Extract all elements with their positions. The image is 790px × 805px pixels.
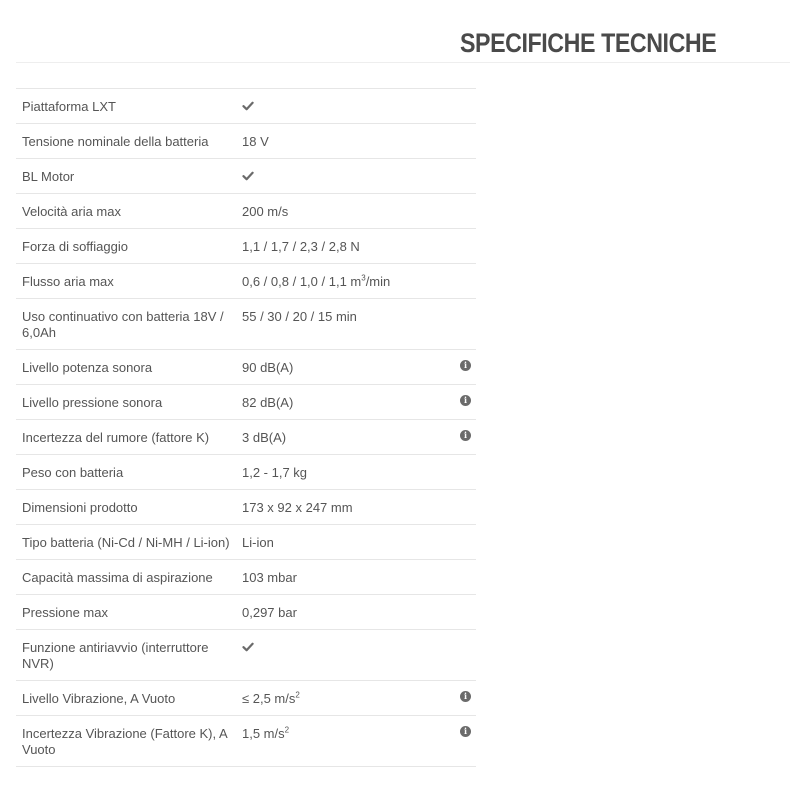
spec-label: Tensione nominale della batteria	[22, 134, 209, 149]
spec-value-text: 1,5 m/s	[242, 726, 285, 741]
spec-label: Livello pressione sonora	[22, 395, 163, 410]
spec-value	[236, 309, 476, 341]
spec-label: Peso con batteria	[22, 465, 124, 480]
spec-label: Incertezza Vibrazione (Fattore K), A Vuoto	[22, 726, 227, 757]
spec-row	[16, 89, 476, 124]
spec-label: Incertezza del rumore (fattore K)	[22, 430, 210, 445]
spec-value	[236, 691, 476, 707]
spec-label: Funzione antiriavvio (interruttore NVR)	[22, 640, 209, 671]
spec-label: Pressione max	[22, 605, 108, 620]
spec-value	[236, 640, 476, 672]
spec-row	[16, 455, 476, 490]
spec-row	[16, 159, 476, 194]
spec-label: Livello Vibrazione, A Vuoto	[22, 691, 176, 706]
spec-row	[16, 490, 476, 525]
info-icon[interactable]: i	[460, 395, 471, 406]
spec-value	[236, 204, 476, 220]
info-icon[interactable]: i	[460, 430, 471, 441]
spec-value-text: 0,6 / 0,8 / 1,0 / 1,1 m	[242, 274, 362, 289]
spec-label: Dimensioni prodotto	[22, 500, 138, 515]
spec-value-superscript: 2	[284, 725, 290, 735]
spec-row	[16, 630, 476, 681]
spec-value	[236, 465, 476, 481]
spec-label: Velocità aria max	[22, 204, 121, 219]
spec-row	[16, 264, 476, 299]
spec-label: Forza di soffiaggio	[22, 239, 128, 254]
spec-value-superscript: 2	[295, 690, 300, 700]
spec-row	[16, 681, 476, 716]
check-icon	[242, 100, 254, 112]
spec-value-text: 1,2 - 1,7 kg	[242, 465, 308, 480]
spec-row	[16, 525, 476, 560]
spec-row	[16, 595, 476, 630]
spec-value-text: 90 dB(A)	[242, 360, 294, 375]
spec-value-text: ≤ 2,5 m/s	[242, 691, 296, 706]
spec-row	[16, 420, 476, 455]
spec-value-text: 1,1 / 1,7 / 2,3 / 2,8 N	[242, 239, 360, 254]
spec-row	[16, 350, 476, 385]
spec-value	[236, 360, 476, 376]
spec-value-text: 18 V	[242, 134, 269, 149]
check-icon	[242, 641, 254, 653]
spec-value-text: 173 x 92 x 247 mm	[242, 500, 353, 515]
specs-table	[16, 88, 476, 767]
spec-value	[236, 134, 476, 150]
spec-row	[16, 124, 476, 159]
info-icon[interactable]: i	[460, 726, 471, 737]
spec-value	[236, 239, 476, 255]
spec-row	[16, 716, 476, 767]
spec-value	[236, 605, 476, 621]
info-icon[interactable]: i	[460, 360, 471, 371]
spec-label: Livello potenza sonora	[22, 360, 153, 375]
spec-label: Uso continuativo con batteria 18V / 6,0Ah	[22, 309, 224, 340]
spec-value	[236, 169, 476, 185]
spec-value	[236, 535, 476, 551]
spec-row	[16, 385, 476, 420]
spec-value-text: Li-ion	[242, 535, 274, 550]
check-icon	[242, 170, 254, 182]
spec-value-superscript: 3	[361, 273, 366, 283]
spec-value	[236, 99, 476, 115]
info-icon[interactable]: i	[460, 691, 471, 702]
spec-value	[236, 395, 476, 411]
spec-label: Flusso aria max	[22, 274, 114, 289]
spec-value-text: 200 m/s	[242, 204, 289, 219]
spec-value-text: 0,297 bar	[242, 605, 297, 620]
spec-value	[236, 570, 476, 586]
spec-value-suffix: /min	[365, 274, 391, 289]
spec-row	[16, 299, 476, 350]
spec-label: Tipo batteria (Ni-Cd / Ni-MH / Li-ion)	[22, 535, 230, 550]
spec-value	[236, 500, 476, 516]
spec-value-text: 55 / 30 / 20 / 15 min	[242, 309, 357, 324]
spec-label: Capacità massima di aspirazione	[22, 570, 213, 585]
spec-row	[16, 229, 476, 264]
spec-label: BL Motor	[22, 169, 75, 184]
spec-value	[236, 274, 476, 290]
title-divider	[16, 62, 790, 63]
spec-row	[16, 194, 476, 229]
spec-value	[236, 726, 476, 758]
spec-label: Piattaforma LXT	[22, 99, 116, 114]
spec-value	[236, 430, 476, 446]
page-title: SPECIFICHE TECNICHE	[460, 28, 717, 58]
spec-value-text: 82 dB(A)	[242, 395, 294, 410]
spec-row	[16, 560, 476, 595]
spec-value-text: 3 dB(A)	[242, 430, 287, 445]
spec-value-text: 103 mbar	[242, 570, 297, 585]
